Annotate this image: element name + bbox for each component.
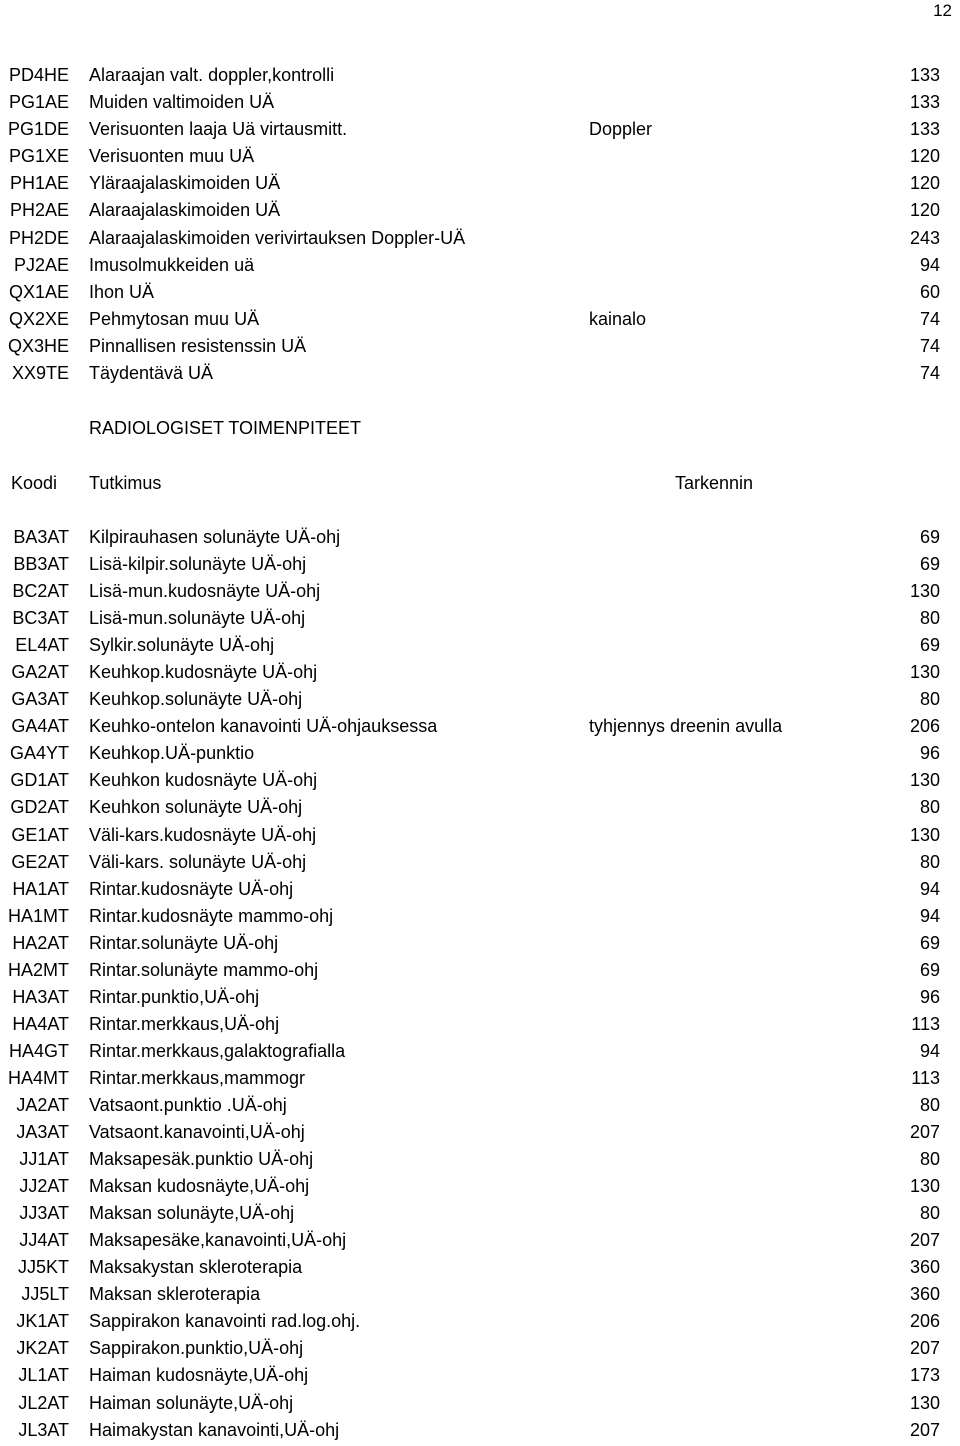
row-price: 120 bbox=[909, 200, 940, 221]
row-description: Lisä-mun.solunäyte UÄ-ohj bbox=[89, 608, 306, 629]
row-code: BC3AT bbox=[12, 608, 69, 629]
table-row bbox=[0, 659, 960, 686]
row-price: 74 bbox=[919, 308, 940, 329]
row-code: HA1MT bbox=[7, 905, 69, 926]
row-price: 113 bbox=[911, 1013, 940, 1034]
row-code: HA2MT bbox=[7, 959, 69, 980]
row-description: Keuhkop.kudosnäyte UÄ-ohj bbox=[89, 662, 318, 683]
row-price: 94 bbox=[919, 254, 940, 275]
table-row bbox=[0, 876, 960, 903]
row-code: BB3AT bbox=[13, 554, 69, 575]
table-row bbox=[0, 1390, 960, 1417]
row-description: Pinnallisen resistenssin UÄ bbox=[89, 335, 307, 356]
row-price: 74 bbox=[919, 363, 940, 384]
table-row bbox=[0, 794, 960, 821]
row-price: 130 bbox=[909, 662, 940, 683]
row-description: Rintar.merkkaus,UÄ-ohj bbox=[89, 1013, 280, 1034]
table-row bbox=[0, 279, 960, 306]
row-description: Muiden valtimoiden UÄ bbox=[89, 92, 275, 113]
row-code: GD1AT bbox=[10, 770, 69, 791]
row-code: PJ2AE bbox=[13, 254, 69, 275]
row-price: 133 bbox=[909, 65, 940, 85]
row-price: 243 bbox=[909, 227, 940, 248]
row-code: GD2AT bbox=[10, 797, 69, 818]
row-description: Sylkir.solunäyte UÄ-ohj bbox=[89, 635, 275, 656]
row-code: HA1AT bbox=[12, 878, 69, 899]
row-description: Haiman kudosnäyte,UÄ-ohj bbox=[89, 1365, 309, 1386]
row-price: 130 bbox=[909, 1392, 940, 1413]
row-code: JJ1AT bbox=[19, 1149, 69, 1170]
row-description: Sappirakon.punktio,UÄ-ohj bbox=[89, 1338, 304, 1359]
row-description: Lisä-mun.kudosnäyte UÄ-ohj bbox=[89, 581, 321, 602]
row-price: 80 bbox=[919, 851, 940, 872]
row-price: 113 bbox=[911, 1067, 940, 1088]
procedure-price-table bbox=[0, 524, 960, 1444]
row-code: PG1XE bbox=[8, 146, 69, 167]
row-code: HA4GT bbox=[8, 1040, 69, 1061]
row-code: JA2AT bbox=[16, 1094, 69, 1115]
table-row bbox=[0, 333, 960, 360]
row-specifier: kainalo bbox=[589, 308, 647, 329]
row-description: Lisä-kilpir.solunäyte UÄ-ohj bbox=[89, 554, 307, 575]
table-row bbox=[0, 143, 960, 170]
row-description: Keuhkop.UÄ-punktio bbox=[89, 743, 255, 764]
row-price: 130 bbox=[909, 581, 940, 602]
table-row bbox=[0, 1011, 960, 1038]
row-price: 173 bbox=[909, 1365, 940, 1386]
row-description: Keuhkon kudosnäyte UÄ-ohj bbox=[89, 770, 318, 791]
row-code: PH1AE bbox=[9, 173, 69, 194]
row-description: Rintar.punktio,UÄ-ohj bbox=[89, 986, 260, 1007]
row-description: Imusolmukkeiden uä bbox=[89, 254, 255, 275]
table-row bbox=[0, 605, 960, 632]
row-price: 133 bbox=[909, 119, 940, 140]
row-code: PH2DE bbox=[8, 227, 69, 248]
row-description: Maksan kudosnäyte,UÄ-ohj bbox=[89, 1176, 310, 1197]
row-code: JL1AT bbox=[18, 1365, 69, 1386]
row-code: JA3AT bbox=[16, 1122, 69, 1143]
row-description: Väli-kars. solunäyte UÄ-ohj bbox=[89, 851, 307, 872]
table-header-row bbox=[0, 470, 960, 497]
table-row bbox=[0, 551, 960, 578]
row-code: PD4HE bbox=[8, 65, 69, 85]
row-price: 130 bbox=[909, 770, 940, 791]
table-row bbox=[0, 686, 960, 713]
row-description: Sappirakon kanavointi rad.log.ohj. bbox=[89, 1311, 361, 1332]
row-price: 80 bbox=[919, 608, 940, 629]
row-description: Kilpirauhasen solunäyte UÄ-ohj bbox=[89, 527, 341, 547]
row-description: Haimakystan kanavointi,UÄ-ohj bbox=[89, 1419, 340, 1440]
row-description: Maksakystan skleroterapia bbox=[89, 1257, 303, 1278]
header-code: Koodi bbox=[11, 473, 58, 493]
row-code: JJ5LT bbox=[21, 1284, 69, 1305]
row-code: BA3AT bbox=[13, 527, 69, 547]
table-row bbox=[0, 1119, 960, 1146]
table-row bbox=[0, 360, 960, 387]
row-description: Pehmytosan muu UÄ bbox=[89, 308, 260, 329]
table-row bbox=[0, 116, 960, 143]
row-price: 133 bbox=[909, 92, 940, 113]
row-code: PG1AE bbox=[8, 92, 69, 113]
row-code: PG1DE bbox=[7, 119, 69, 140]
row-price: 207 bbox=[909, 1122, 940, 1143]
row-code: JK2AT bbox=[16, 1338, 69, 1359]
table-row bbox=[0, 578, 960, 605]
row-specifier: tyhjennys dreenin avulla bbox=[589, 716, 783, 737]
row-code: GE2AT bbox=[11, 851, 69, 872]
row-description: Vatsaont.kanavointi,UÄ-ohj bbox=[89, 1122, 305, 1143]
table-row bbox=[0, 225, 960, 252]
row-description: Keuhkon solunäyte UÄ-ohj bbox=[89, 797, 303, 818]
row-description: Vatsaont.punktio .UÄ-ohj bbox=[89, 1094, 287, 1115]
row-price: 69 bbox=[919, 635, 940, 656]
row-description: Väli-kars.kudosnäyte UÄ-ohj bbox=[89, 824, 317, 845]
row-description: Haiman solunäyte,UÄ-ohj bbox=[89, 1392, 294, 1413]
row-code: GA4YT bbox=[9, 743, 69, 764]
row-code: JK1AT bbox=[16, 1311, 69, 1332]
row-description: Rintar.merkkaus,galaktografialla bbox=[89, 1040, 346, 1061]
row-price: 80 bbox=[919, 1094, 940, 1115]
row-price: 120 bbox=[909, 173, 940, 194]
table-row bbox=[0, 903, 960, 930]
row-description: Keuhko-ontelon kanavointi UÄ-ohjauksessa bbox=[89, 716, 438, 737]
row-code: JJ2AT bbox=[19, 1176, 69, 1197]
table-row bbox=[0, 1308, 960, 1335]
table-row bbox=[0, 1146, 960, 1173]
row-price: 130 bbox=[909, 824, 940, 845]
table-row bbox=[0, 822, 960, 849]
row-code: GE1AT bbox=[11, 824, 69, 845]
table-row bbox=[0, 170, 960, 197]
page-number: 12 bbox=[933, 1, 952, 20]
table-row bbox=[0, 197, 960, 224]
row-code: QX2XE bbox=[8, 308, 69, 329]
row-description: Maksan solunäyte,UÄ-ohj bbox=[89, 1203, 295, 1224]
table-row bbox=[0, 1335, 960, 1362]
section-title: RADIOLOGISET TOIMENPITEET bbox=[89, 418, 362, 438]
row-code: HA2AT bbox=[12, 932, 69, 953]
row-description: Rintar.kudosnäyte mammo-ohj bbox=[89, 905, 334, 926]
table-row bbox=[0, 1065, 960, 1092]
header-description: Tutkimus bbox=[89, 473, 162, 493]
table-row bbox=[0, 930, 960, 957]
row-description: Rintar.solunäyte UÄ-ohj bbox=[89, 932, 279, 953]
row-description: Täydentävä UÄ bbox=[89, 363, 214, 384]
table-row bbox=[0, 1092, 960, 1119]
row-price: 94 bbox=[919, 878, 940, 899]
row-description: Maksan skleroterapia bbox=[89, 1284, 261, 1305]
row-code: EL4AT bbox=[15, 635, 69, 656]
row-price: 80 bbox=[919, 689, 940, 710]
row-description: Ihon UÄ bbox=[89, 281, 155, 302]
row-code: GA2AT bbox=[11, 662, 69, 683]
row-code: PH2AE bbox=[9, 200, 69, 221]
table-row bbox=[0, 1173, 960, 1200]
row-description: Alaraajalaskimoiden verivirtauksen Doppler-UÄ bbox=[89, 227, 466, 248]
row-code: QX3HE bbox=[7, 335, 69, 356]
row-code: JJ5KT bbox=[17, 1257, 69, 1278]
row-code: JL3AT bbox=[18, 1419, 69, 1440]
row-price: 74 bbox=[919, 335, 940, 356]
table-row bbox=[0, 1038, 960, 1065]
table-row bbox=[0, 849, 960, 876]
table-row bbox=[0, 306, 960, 333]
table-row bbox=[0, 767, 960, 794]
row-price: 207 bbox=[909, 1230, 940, 1251]
row-price: 207 bbox=[909, 1338, 940, 1359]
row-price: 130 bbox=[909, 1176, 940, 1197]
row-description: Rintar.merkkaus,mammogr bbox=[89, 1067, 306, 1088]
row-price: 69 bbox=[919, 554, 940, 575]
row-description: Alaraajan valt. doppler,kontrolli bbox=[89, 65, 335, 85]
row-price: 94 bbox=[919, 1040, 940, 1061]
row-price: 80 bbox=[919, 1149, 940, 1170]
row-code: QX1AE bbox=[8, 281, 69, 302]
row-code: GA4AT bbox=[11, 716, 69, 737]
row-price: 360 bbox=[909, 1284, 940, 1305]
row-price: 206 bbox=[909, 1311, 940, 1332]
row-code: HA4MT bbox=[7, 1067, 69, 1088]
table-row bbox=[0, 89, 960, 116]
row-price: 69 bbox=[919, 959, 940, 980]
row-code: BC2AT bbox=[12, 581, 69, 602]
table-row bbox=[0, 740, 960, 767]
table-row bbox=[0, 1227, 960, 1254]
row-price: 94 bbox=[919, 905, 940, 926]
table-row bbox=[0, 632, 960, 659]
row-description: Verisuonten muu UÄ bbox=[89, 146, 255, 167]
row-code: JJ3AT bbox=[19, 1203, 69, 1224]
table-row bbox=[0, 713, 960, 740]
row-code: HA3AT bbox=[12, 986, 69, 1007]
table-row bbox=[0, 62, 960, 89]
row-description: Verisuonten laaja Uä virtausmitt. bbox=[89, 119, 348, 140]
row-code: JJ4AT bbox=[19, 1230, 69, 1251]
row-description: Keuhkop.solunäyte UÄ-ohj bbox=[89, 689, 303, 710]
row-description: Alaraajalaskimoiden UÄ bbox=[89, 200, 281, 221]
row-description: Yläraajalaskimoiden UÄ bbox=[89, 173, 281, 194]
row-price: 207 bbox=[909, 1419, 940, 1440]
ultrasound-price-table bbox=[0, 62, 960, 387]
row-code: GA3AT bbox=[11, 689, 69, 710]
row-price: 206 bbox=[909, 716, 940, 737]
row-price: 120 bbox=[909, 146, 940, 167]
row-price: 96 bbox=[919, 743, 940, 764]
header-specifier: Tarkennin bbox=[675, 473, 754, 493]
row-description: Rintar.solunäyte mammo-ohj bbox=[89, 959, 319, 980]
table-row bbox=[0, 1281, 960, 1308]
row-description: Maksapesäke,kanavointi,UÄ-ohj bbox=[89, 1230, 347, 1251]
table-row bbox=[0, 1362, 960, 1389]
row-price: 60 bbox=[919, 281, 940, 302]
row-description: Rintar.kudosnäyte UÄ-ohj bbox=[89, 878, 294, 899]
table-row bbox=[0, 252, 960, 279]
row-code: HA4AT bbox=[12, 1013, 69, 1034]
table-row bbox=[0, 524, 960, 551]
row-price: 69 bbox=[919, 527, 940, 547]
row-price: 69 bbox=[919, 932, 940, 953]
row-description: Maksapesäk.punktio UÄ-ohj bbox=[89, 1149, 314, 1170]
table-row bbox=[0, 1254, 960, 1281]
row-price: 80 bbox=[919, 1203, 940, 1224]
table-row bbox=[0, 1417, 960, 1444]
row-price: 360 bbox=[909, 1257, 940, 1278]
row-price: 80 bbox=[919, 797, 940, 818]
row-specifier: Doppler bbox=[589, 119, 653, 140]
row-code: XX9TE bbox=[11, 363, 69, 384]
row-code: JL2AT bbox=[18, 1392, 69, 1413]
table-row bbox=[0, 957, 960, 984]
row-price: 96 bbox=[919, 986, 940, 1007]
table-row bbox=[0, 984, 960, 1011]
table-row bbox=[0, 1200, 960, 1227]
